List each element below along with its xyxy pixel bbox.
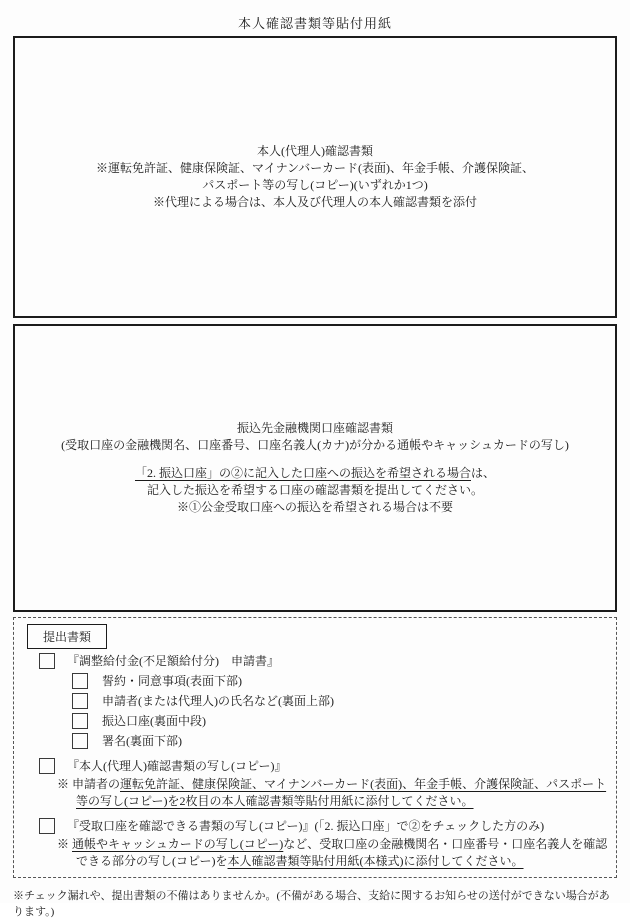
identity-box-note-line: パスポート等の写し(コピー)(いずれか1つ) — [202, 178, 428, 192]
identity-paste-instructions — [96, 143, 534, 211]
checkbox-pledge-agreement[interactable] — [72, 673, 88, 689]
note-plain-text: など、受取口座の金融機関名・口座番号・口座名義人を確認 — [283, 837, 608, 851]
identity-box-note-line: ※運転免許証、健康保険証、マイナンバーカード(表面)、年金手帳、介護保険証、 — [95, 161, 535, 175]
submission-checklist — [13, 617, 617, 878]
checklist-item-application-form — [14, 653, 612, 669]
checklist-item-receiving-account — [14, 818, 612, 834]
checklist-subitem-label: 署名(裏面下部) — [102, 733, 182, 748]
checklist-subitem-signature — [14, 733, 612, 749]
note-prefix: ※ — [57, 837, 73, 851]
bank-box-note-line: (受取口座の金融機関名、口座番号、口座名義人(カナ)が分かる通帳やキャッシュカードの写し) — [61, 438, 569, 452]
checklist-item-label: 『本人(代理人)確認書類の写し(コピー)』 — [67, 758, 287, 773]
bank-box-note-line: ※①公金受取口座への振込を希望される場合は不要 — [176, 500, 453, 514]
checkbox-application-form[interactable] — [39, 653, 55, 669]
identity-box-note-line: ※代理による場合は、本人及び代理人の本人確認書類を添付 — [152, 195, 477, 209]
bank-box-underlined-text: 「2. 振込口座」の②に記入した口座への振込を希望される場合 — [134, 466, 471, 480]
note-underlined-text: 等の写し(コピー)を2枚目の本人確認書類等貼付用紙に添付してください。 — [76, 794, 474, 808]
footer-check-reminder: ※チェック漏れや、提出書類の不備はありませんか。(不備がある場合、支給に関するお知らせの送付ができない場合があります。) — [13, 890, 610, 918]
page-title: 本人確認書類等貼付用紙 — [237, 16, 392, 31]
bank-box-note-line: 記入した振込を希望する口座の確認書類を提出してください。 — [146, 483, 483, 497]
checkbox-identity-copy[interactable] — [39, 758, 55, 774]
note-underlined-text: 通帳やキャッシュカードの写し(コピー) — [72, 837, 284, 851]
identity-copy-note-line1 — [14, 776, 612, 792]
bank-box-plain-text: は、 — [471, 466, 496, 480]
checkbox-applicant-name[interactable] — [72, 693, 88, 709]
bank-box-emphasis-line — [61, 465, 569, 482]
checklist-item-receiving-account-group — [14, 818, 612, 869]
checklist-subitem-label: 誓約・同意事項(表面下部) — [102, 673, 242, 688]
note-plain-text: できる部分の写し(コピー)を — [76, 854, 228, 868]
checklist-subitem-label: 振込口座(裏面中段) — [102, 713, 206, 728]
note-underlined-text: 本人確認書類等貼付用紙(本様式)に添付してください。 — [227, 854, 524, 868]
checklist-subitem-pledge — [14, 673, 612, 689]
checkbox-signature[interactable] — [72, 733, 88, 749]
bank-box-heading: 振込先金融機関口座確認書類 — [236, 421, 393, 435]
bank-account-paste-area — [13, 324, 617, 612]
checklist-item-identity-copy-group — [14, 758, 612, 809]
checklist-item-label: 『調整給付金(不足額給付分) 申請書』 — [67, 653, 279, 668]
checklist-subitem-bank-account — [14, 713, 612, 729]
identity-documents-paste-area — [13, 36, 617, 318]
note-prefix: ※ 申請者の — [57, 777, 121, 791]
identity-copy-note-line2 — [14, 793, 612, 809]
note-underlined-text: 運転免許証、健康保険証、マイナンバーカード(表面)、年金手帳、介護保険証、パスポート — [120, 777, 607, 791]
checklist-item-identity-copy — [14, 758, 612, 774]
checklist-item-label: 『受取口座を確認できる書類の写し(コピー)』(「2. 振込口座」で②をチェックした方のみ) — [67, 818, 545, 833]
checkbox-bank-account[interactable] — [72, 713, 88, 729]
checkbox-receiving-account-copy[interactable] — [39, 818, 55, 834]
checklist-label: 提出書類 — [27, 624, 107, 649]
receiving-account-note-line2 — [14, 853, 612, 869]
checklist-subitem-label: 申請者(または代理人)の氏名など(裏面上部) — [102, 693, 334, 708]
receiving-account-note-line1 — [14, 836, 612, 852]
identity-box-heading: 本人(代理人)確認書類 — [256, 144, 373, 158]
bank-paste-instructions — [61, 420, 569, 516]
checklist-subitem-applicant-name — [14, 693, 612, 709]
